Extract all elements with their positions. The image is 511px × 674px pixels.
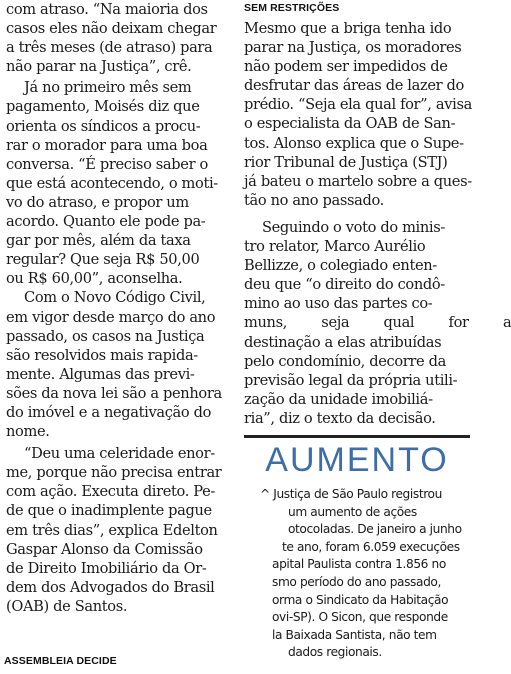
article-column-right bbox=[244, 19, 511, 428]
text-line: que está acontecendo, o moti- bbox=[6, 174, 218, 192]
text-line: destinação a elas atribuídas bbox=[244, 333, 442, 351]
text-line: em vigor desde março do ano bbox=[6, 308, 216, 326]
section-heading-next: ASSEMBLEIA DECIDE bbox=[4, 655, 117, 667]
text-line: parar na Justiça, os moradores bbox=[244, 39, 462, 57]
text-line: já bateu o martelo sobre a ques- bbox=[244, 172, 472, 190]
text-line: não parar na Justiça”, crê. bbox=[6, 58, 192, 76]
text-line: não podem ser impedidos de bbox=[244, 58, 448, 76]
text-line: previsão legal da própria utili- bbox=[244, 371, 458, 389]
text-line: Com o Novo Código Civil, bbox=[24, 289, 206, 307]
box-title: AUMENTO bbox=[265, 441, 449, 479]
text-line: Gaspar Alonso da Comissão bbox=[6, 540, 203, 558]
text-line: ovi-SP). O Sicon, que responde bbox=[272, 610, 448, 625]
text-line: muns, seja qual for a bbox=[244, 314, 511, 332]
text-line: um aumento de ações bbox=[288, 504, 417, 519]
text-line: “Deu uma celeridade enor- bbox=[24, 445, 215, 463]
text-line: gar por mês, além da taxa bbox=[6, 232, 191, 250]
text-line: mente. Algumas das previ- bbox=[6, 365, 195, 383]
text-line: zação da unidade imobiliá- bbox=[244, 390, 433, 408]
text-line: pagamento, Moisés diz que bbox=[6, 98, 200, 116]
text-line: pelo condomínio, decorre da bbox=[244, 352, 446, 370]
paragraph bbox=[244, 218, 511, 428]
text-line: deu que “o direito do condô- bbox=[244, 276, 445, 294]
text-line: apital Paulista contra 1.856 no bbox=[272, 557, 446, 572]
text-line: ou R$ 60,00”, aconselha. bbox=[6, 270, 183, 288]
text-line: ria”, diz o texto da decisão. bbox=[244, 409, 436, 427]
text-line: prédio. “Seja ela qual for”, avisa bbox=[244, 96, 472, 114]
text-line: vo do atraso, e propor um bbox=[6, 193, 189, 211]
text-line: do imóvel e a negativação do bbox=[6, 403, 212, 421]
text-line: tro relator, Marco Aurélio bbox=[244, 238, 426, 256]
text-line: me, porque não precisa entrar bbox=[6, 464, 222, 482]
text-line: orienta os síndicos a procu- bbox=[6, 117, 201, 135]
text-line: otocoladas. De janeiro a junho bbox=[288, 522, 462, 537]
article-column-left bbox=[6, 0, 232, 616]
text-line: te ano, foram 6.059 execuções bbox=[282, 539, 460, 554]
text-line: casos eles não deixam chegar bbox=[6, 20, 217, 38]
section-heading: SEM RESTRIÇÕES bbox=[244, 2, 340, 14]
text-line: la Baixada Santista, não tem bbox=[272, 627, 437, 642]
text-line: smo período do ano passado, bbox=[272, 574, 441, 589]
text-line: sões da nova lei são a penhora bbox=[6, 384, 222, 402]
text-line: Bellizze, o colegiado enten- bbox=[244, 257, 437, 275]
text-line: rar o morador para uma boa bbox=[6, 136, 208, 154]
text-line: acordo. Quanto ele pode pa- bbox=[6, 213, 206, 231]
text-line: em três dias”, explica Edelton bbox=[6, 521, 218, 539]
box-top-rule bbox=[244, 435, 470, 438]
paragraph bbox=[6, 288, 232, 441]
text-line: com atraso. “Na maioria dos bbox=[6, 1, 208, 18]
text-line: a três meses (de atraso) para bbox=[6, 39, 213, 57]
text-line: (OAB) de Santos. bbox=[6, 597, 128, 615]
text-line: com ação. Executa direto. Pe- bbox=[6, 483, 215, 501]
text-line: de que o inadimplente pague bbox=[6, 502, 212, 520]
sidebar-box bbox=[244, 486, 470, 674]
paragraph bbox=[6, 0, 232, 76]
text-line: mino ao uso das partes co- bbox=[244, 295, 433, 313]
text-line: desfrutar das áreas de lazer do bbox=[244, 77, 464, 95]
paragraph bbox=[244, 19, 470, 210]
paragraph bbox=[6, 444, 232, 616]
text-line: são resolvidos mais rapida- bbox=[6, 346, 198, 364]
text-line: Seguindo o voto do minis- bbox=[262, 218, 445, 236]
text-line: orma o Sindicato da Habitação bbox=[272, 592, 449, 607]
text-line: de Direito Imobiliário da Or- bbox=[6, 559, 207, 577]
text-line: nome. bbox=[6, 423, 50, 441]
text-line: rior Tribunal de Justiça (STJ) bbox=[244, 153, 448, 171]
text-line: Já no primeiro mês sem bbox=[24, 79, 192, 97]
text-line: passado, os casos na Justiça bbox=[6, 327, 205, 345]
text-line: Mesmo que a briga tenha ido bbox=[244, 20, 452, 37]
text-line: dados regionais. bbox=[288, 645, 382, 660]
text-line: conversa. “É preciso saber o bbox=[6, 155, 208, 173]
text-line: tos. Alonso explica que o Supe- bbox=[244, 134, 464, 152]
text-line: dem dos Advogados do Brasil bbox=[6, 578, 215, 596]
text-line: regular? Que seja R$ 50,00 bbox=[6, 251, 200, 269]
box-text bbox=[252, 486, 482, 662]
paragraph bbox=[6, 78, 232, 288]
text-line: tão no ano passado. bbox=[244, 191, 384, 209]
text-line: o especialista da OAB de San- bbox=[244, 115, 456, 133]
text-line: ^ Justiça de São Paulo registrou bbox=[260, 487, 442, 501]
